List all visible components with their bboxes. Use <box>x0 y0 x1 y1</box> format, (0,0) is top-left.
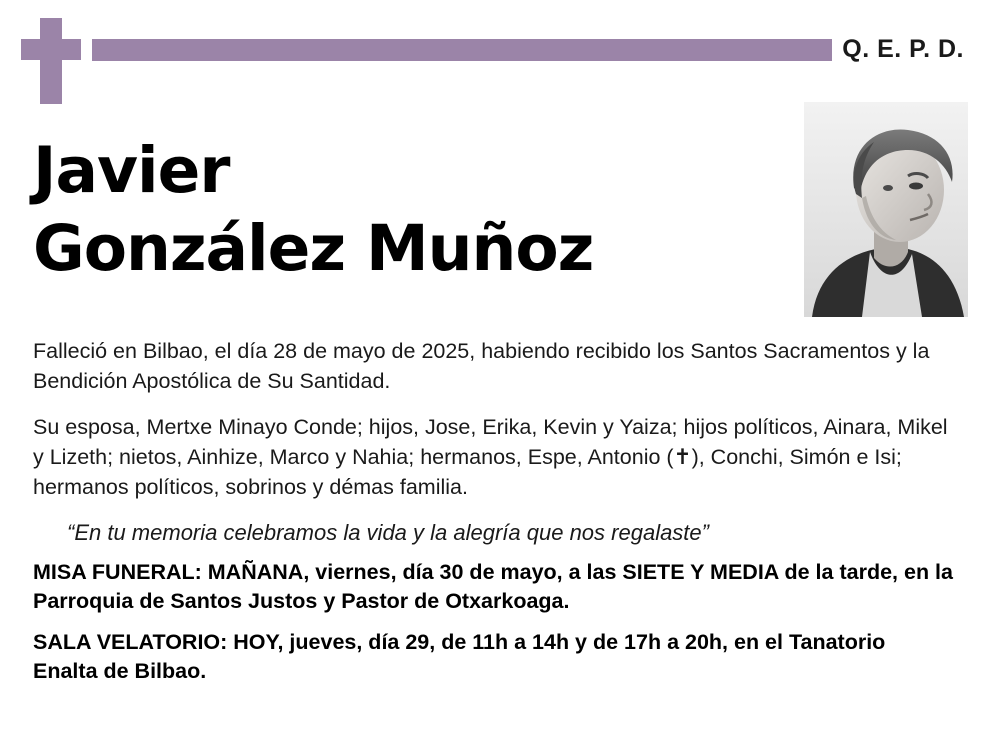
latin-cross-icon-crossbar <box>21 39 81 60</box>
deceased-last-name: González Muñoz <box>33 212 594 285</box>
top-banner <box>0 0 984 104</box>
qepd-label: Q. E. P. D. <box>832 32 968 66</box>
funeral-mass-info: MISA FUNERAL: MAÑANA, viernes, día 30 de mayo, a las SIETE Y MEDIA de la tarde, en la Parroquia de Santos Justos y Pastor de Otxarkoaga. <box>33 560 953 613</box>
deceased-first-name: Javier <box>33 134 230 207</box>
death-paragraph: Falleció en Bilbao, el día 28 de mayo de 2025, habiendo recibido los Santos Sacramentos y la Bendición Apostólica de Su Santidad. <box>33 339 930 393</box>
notice-body <box>33 336 953 698</box>
wake-room-info: SALA VELATORIO: HOY, jueves, día 29, de 11h a 14h y de 17h a 20h, en el Tanatorio Enalta de Bilbao. <box>33 630 886 683</box>
family-paragraph: Su esposa, Mertxe Minayo Conde; hijos, Jose, Erika, Kevin y Yaiza; hijos políticos, Ainara, Mikel y Lizeth; nietos, Ainhize, Marco y Nahia; hermanos, Espe, Antonio (✝), Conchi, Simón e Isi; hermanos políticos, sobrinos y démas familia. <box>33 415 948 499</box>
deceased-name <box>33 132 793 288</box>
memorial-quote: “En tu memoria celebramos la vida y la alegría que nos regalaste” <box>67 520 709 545</box>
latin-cross-icon <box>40 18 62 104</box>
portrait-photo <box>804 102 968 317</box>
